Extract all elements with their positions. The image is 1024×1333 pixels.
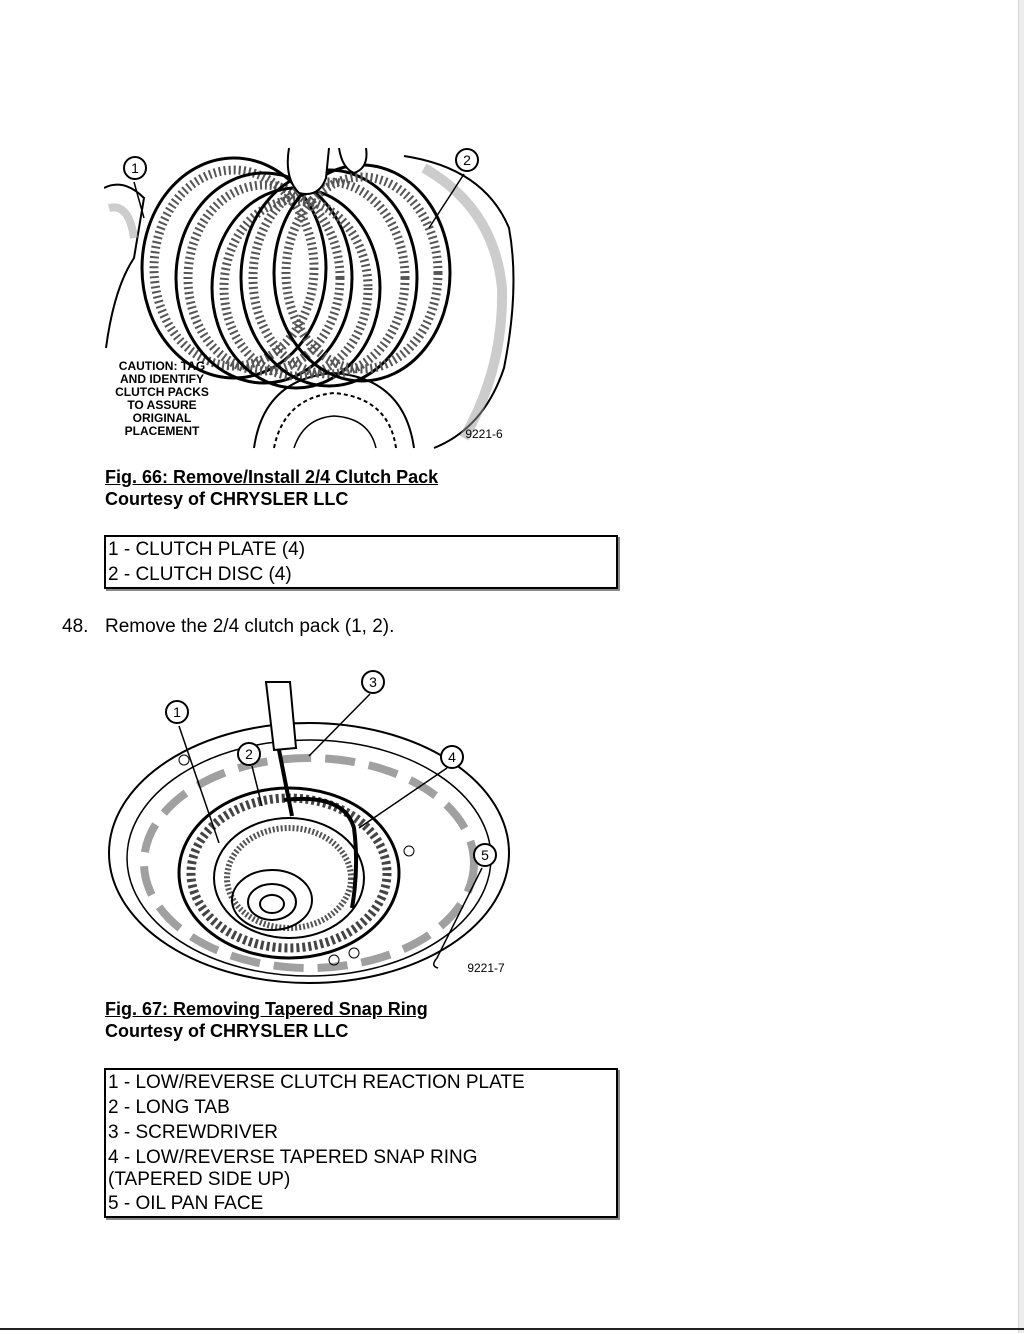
figure-ref-code: 9221-6 — [465, 427, 503, 441]
page-edge — [1018, 0, 1024, 1333]
figure-67-illustration — [104, 668, 520, 986]
page-bottom-rule — [0, 1328, 1024, 1330]
callout-2: 2 — [245, 746, 253, 762]
clutch-pack-drawing — [104, 148, 520, 450]
figure-67-legend — [104, 1068, 618, 1218]
procedure-step — [62, 616, 394, 638]
figure-title: Fig. 67: Removing Tapered Snap Ring — [105, 999, 428, 1019]
figure-courtesy: Courtesy of CHRYSLER LLC — [105, 1021, 349, 1041]
callout-1: 1 — [173, 704, 181, 720]
caution-line: PLACEMENT — [124, 424, 200, 438]
legend-item: 1 - CLUTCH PLATE (4) — [108, 539, 306, 560]
legend-item: (TAPERED SIDE UP) — [108, 1169, 291, 1190]
callout-5: 5 — [481, 847, 489, 863]
callout-2: 2 — [463, 152, 471, 168]
caution-line: AND IDENTIFY — [120, 372, 204, 386]
figure-66-illustration — [104, 148, 520, 450]
callout-1: 1 — [131, 160, 139, 176]
figure-66-legend — [104, 535, 618, 589]
step-number: 48. — [62, 616, 89, 637]
legend-item: 3 - SCREWDRIVER — [108, 1122, 278, 1143]
caution-line: CLUTCH PACKS — [115, 385, 209, 399]
caution-line: ORIGINAL — [132, 411, 192, 425]
legend-item: 2 - LONG TAB — [108, 1097, 230, 1118]
callout-3: 3 — [369, 674, 377, 690]
legend-item: 1 - LOW/REVERSE CLUTCH REACTION PLATE — [108, 1072, 525, 1093]
figure-courtesy: Courtesy of CHRYSLER LLC — [105, 489, 349, 509]
legend-item: 4 - LOW/REVERSE TAPERED SNAP RING — [108, 1147, 478, 1168]
figure-67-caption — [105, 998, 428, 1042]
callout-4: 4 — [448, 749, 456, 765]
caution-line: TO ASSURE — [127, 398, 197, 412]
figure-title: Fig. 66: Remove/Install 2/4 Clutch Pack — [105, 467, 439, 487]
figure-ref-code: 9221-7 — [467, 961, 505, 975]
figure-66-caption — [105, 466, 438, 510]
snap-ring-drawing — [104, 668, 520, 986]
legend-item: 2 - CLUTCH DISC (4) — [108, 564, 292, 585]
step-text: Remove the 2/4 clutch pack (1, 2). — [105, 616, 395, 637]
legend-item: 5 - OIL PAN FACE — [108, 1193, 264, 1214]
caution-line: CAUTION: TAG — [118, 359, 206, 373]
